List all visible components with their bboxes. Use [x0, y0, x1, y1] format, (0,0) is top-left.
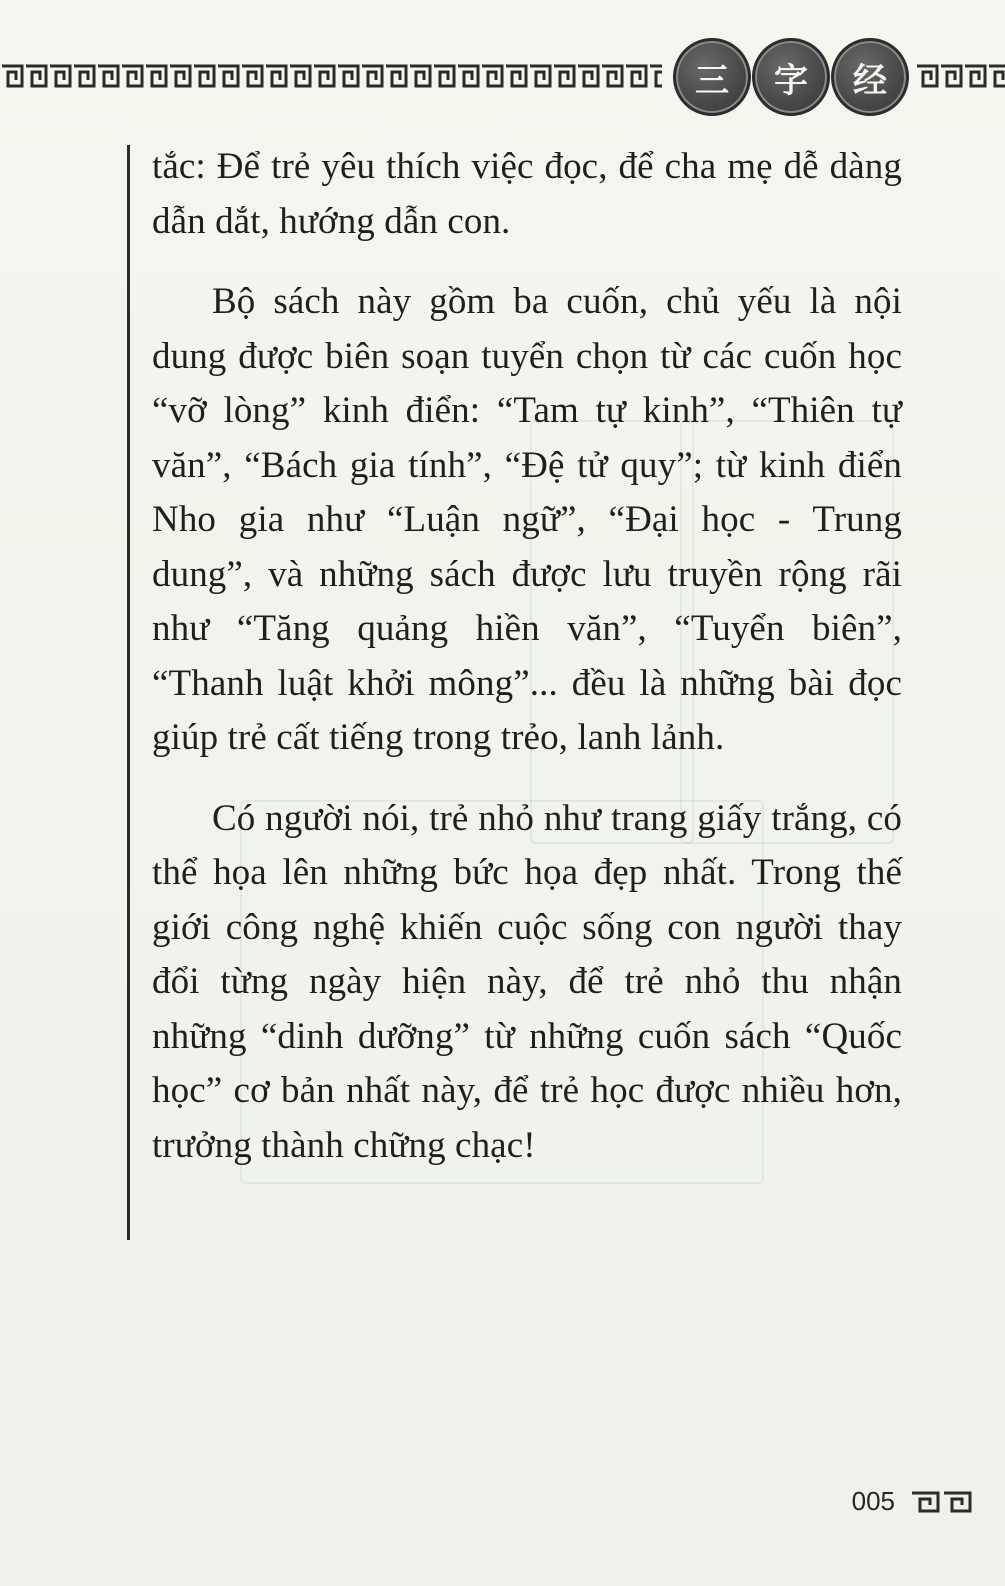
paragraph: tắc: Để trẻ yêu thích việc đọc, để cha mẹ dễ dàng dẫn dắt, hướng dẫn con. — [152, 146, 902, 242]
greek-key-border-right — [915, 62, 1005, 90]
greek-key-border-left — [0, 62, 662, 90]
title-badge-zi: 字 — [752, 38, 830, 116]
title-badges — [670, 38, 905, 118]
body-text — [152, 140, 902, 1199]
margin-rule — [127, 145, 130, 1240]
page-number: 005 — [851, 1486, 895, 1516]
title-badge-san: 三 — [673, 38, 751, 116]
page-header — [0, 0, 1005, 160]
greek-key-footer-ornament — [910, 1490, 975, 1514]
title-badge-jing: 经 — [831, 38, 909, 116]
paragraph: Bộ sách này gồm ba cuốn, chủ yếu là nội dung được biên soạn tuyển chọn từ các cuốn học “vỡ lòng” kinh điển: “Tam tự kinh”, “Thiên tự văn”, “Bách gia tính”, “Đệ tử quy”; từ kinh điển Nho gia như “Luận ngữ”, “Đại học - Trung dung”, và những sách được lưu truyền rộng rãi như “Tăng quảng hiền văn”, “Tuyển biên”, “Thanh luật khởi mông”... đều là những bài đọc giúp trẻ cất tiếng trong trẻo, lanh lảnh. — [152, 281, 902, 758]
paragraph: Có người nói, trẻ nhỏ như trang giấy trắng, có thể họa lên những bức họa đẹp nhất. Trong thế giới công nghệ khiến cuộc sống con người thay đổi từng ngày hiện này, để trẻ nhỏ thu nhận những “dinh dưỡng” từ những cuốn sách “Quốc học” cơ bản nhất này, để trẻ học được nhiều hơn, trưởng thành chững chạc! — [152, 797, 902, 1166]
